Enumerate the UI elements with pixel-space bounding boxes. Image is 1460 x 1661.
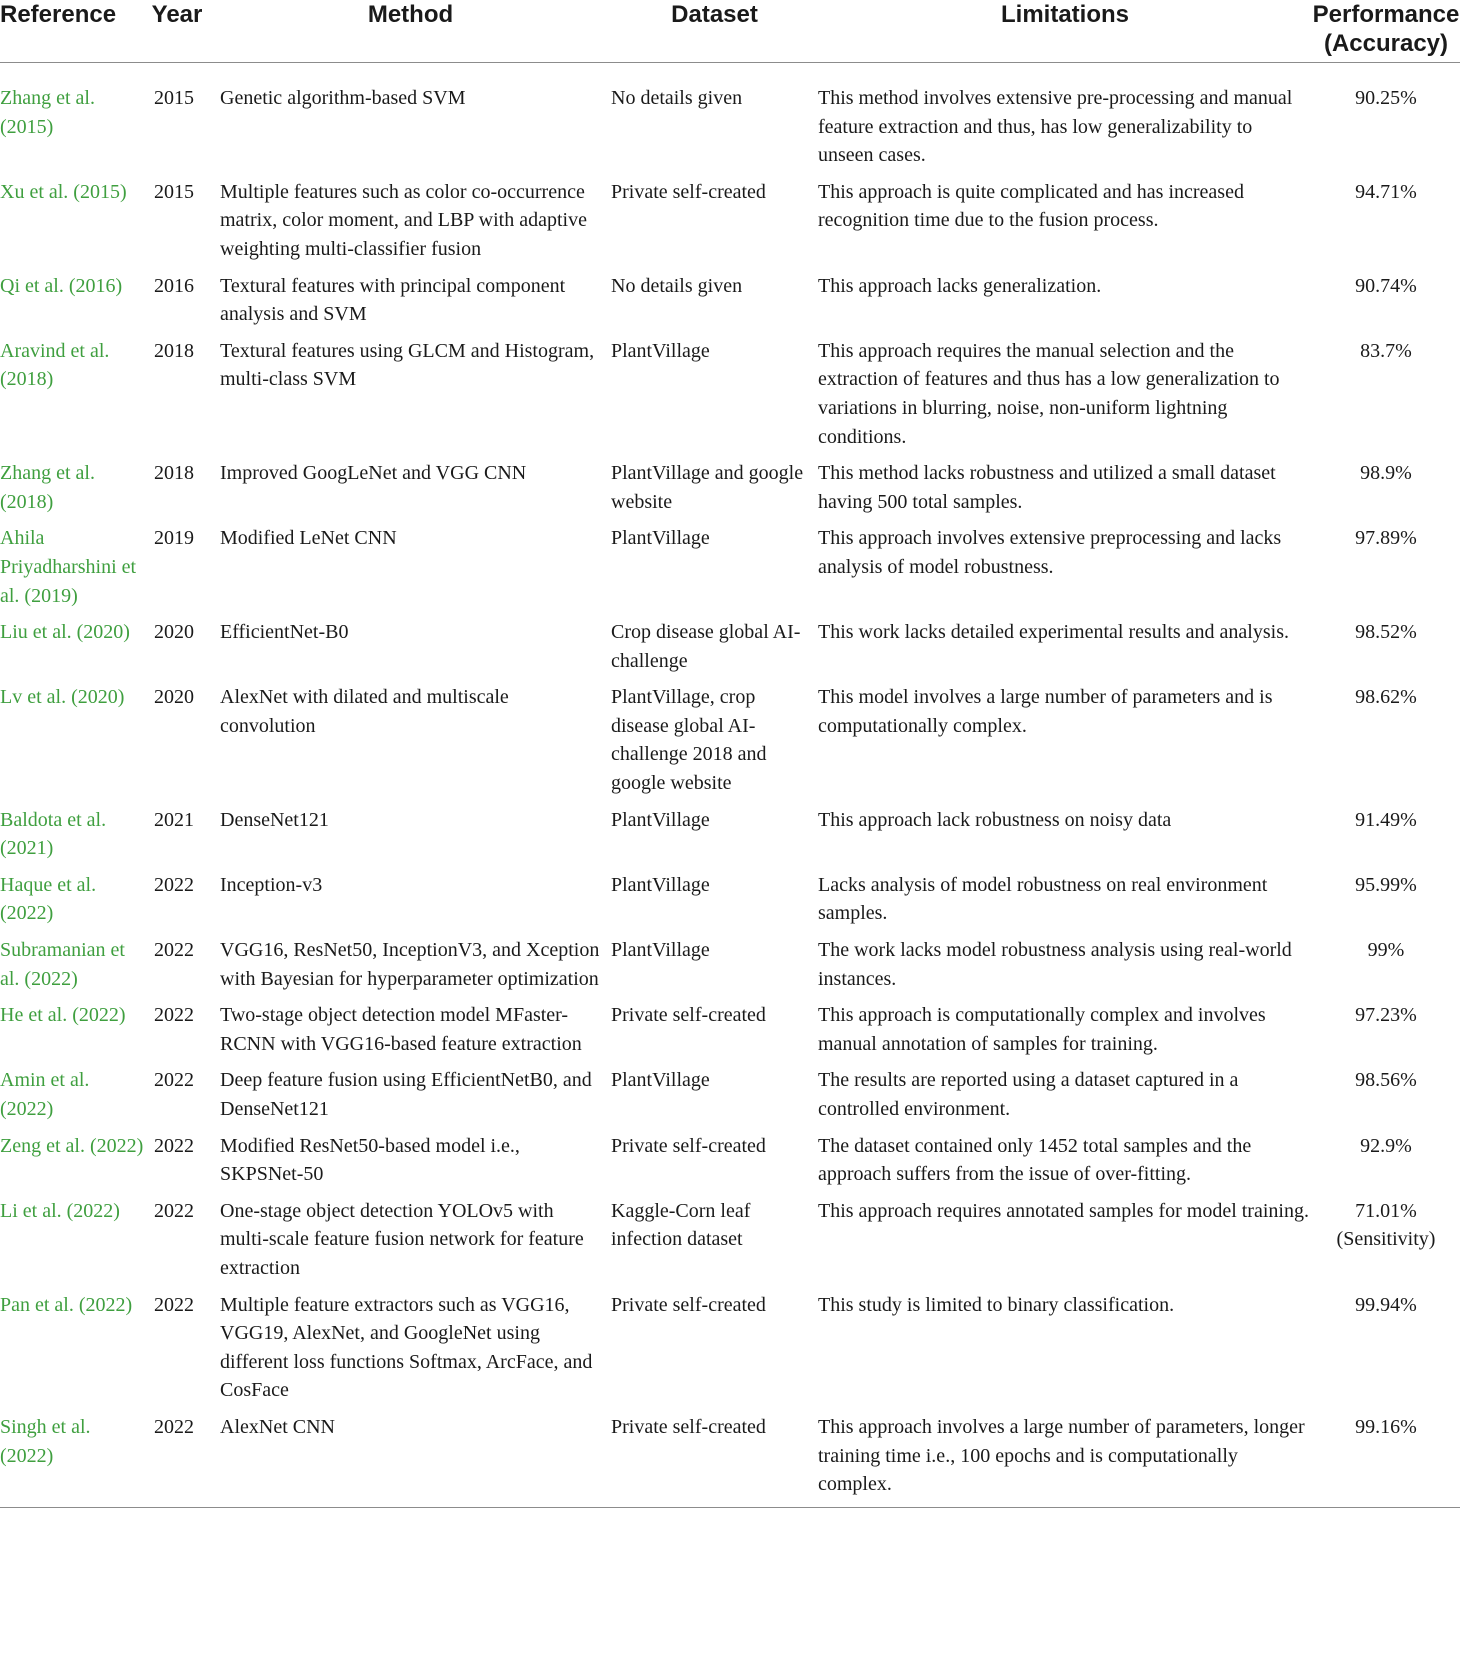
dataset-cell: PlantVillage (611, 527, 710, 550)
year-cell: 2016 (154, 274, 194, 297)
performance-cell: 98.62% (1355, 686, 1417, 709)
performance-cell: 90.25% (1355, 87, 1417, 109)
limitations-cell: The work lacks model robustness analysis using real-world instances. (818, 939, 1292, 990)
dataset-cell: Kaggle-Corn leaf infection dataset (611, 1199, 751, 1251)
dataset-cell: PlantVillage and google website (611, 462, 804, 513)
limitations-cell: This approach lacks generalization. (818, 274, 1102, 297)
method-cell: Modified LeNet CNN (220, 527, 397, 550)
method-cell: Improved GoogLeNet and VGG CNN (220, 462, 527, 485)
performance-cell: 99% (1367, 939, 1405, 962)
performance-cell: 99.16% (1355, 1415, 1417, 1438)
year-cell: 2022 (154, 1199, 194, 1222)
performance-cell: 98.56% (1355, 1069, 1417, 1092)
dataset-cell: Private self-created (611, 180, 766, 203)
table-row (0, 63, 1460, 178)
reference-cell[interactable]: Aravind et al. (2018) (0, 339, 110, 391)
limitations-cell: Lacks analysis of model robustness on real environment samples. (818, 873, 1268, 925)
reference-cell[interactable]: Xu et al. (2015) (0, 180, 127, 203)
year-cell: 2018 (154, 462, 194, 485)
year-cell: 2020 (154, 621, 194, 644)
year-cell: 2021 (154, 808, 194, 831)
header-limitations: Limitations (1000, 1, 1129, 28)
reference-cell[interactable]: Li et al. (2022) (0, 1199, 120, 1222)
limitations-cell: The dataset contained only 1452 total samples and the approach suffers from the issue of over-fitting. (818, 1134, 1252, 1186)
method-cell: DenseNet121 (220, 808, 329, 831)
year-cell: 2020 (154, 686, 194, 709)
reference-cell[interactable]: Subramanian et al. (2022) (0, 939, 125, 990)
reference-cell[interactable]: Zeng et al. (2022) (0, 1134, 144, 1157)
table-row (0, 1413, 1460, 1507)
header-row (0, 0, 1460, 63)
method-cell: Inception-v3 (220, 873, 323, 896)
table-header (0, 0, 1460, 63)
year-cell: 2015 (154, 180, 194, 203)
table-row (0, 459, 1460, 524)
limitations-cell: This approach involves extensive preprocessing and lacks analysis of model robustness. (818, 527, 1282, 578)
reference-cell[interactable]: Baldota et al. (2021) (0, 808, 107, 860)
header-performance (1312, 0, 1460, 63)
method-cell: Two-stage object detection model MFaster-RCNN with VGG16-based feature extraction (220, 1004, 582, 1055)
table-row (0, 1066, 1460, 1131)
header-performance-line1: Performance (1312, 1, 1460, 28)
year-cell: 2022 (154, 1134, 194, 1157)
table-row (0, 178, 1460, 272)
reference-cell[interactable]: Haque et al. (2022) (0, 873, 97, 925)
limitations-cell: This method lacks robustness and utilized a small dataset having 500 total samples. (818, 462, 1276, 513)
table-row (0, 1132, 1460, 1197)
method-cell: AlexNet with dilated and multiscale convolution (220, 686, 509, 737)
dataset-cell: PlantVillage (611, 339, 710, 362)
performance-cell: 92.9% (1360, 1134, 1412, 1157)
table-row (0, 524, 1460, 618)
dataset-cell: Private self-created (611, 1415, 766, 1438)
table-row (0, 936, 1460, 1001)
performance-cell: 97.23% (1355, 1004, 1417, 1027)
dataset-cell: PlantVillage (611, 873, 710, 896)
limitations-cell: This method involves extensive pre-processing and manual feature extraction and thus, has low generalizability to unseen cases. (818, 87, 1293, 167)
method-cell: Textural features using GLCM and Histogram, multi-class SVM (220, 339, 595, 391)
method-cell: Genetic algorithm-based SVM (220, 87, 466, 109)
year-cell: 2022 (154, 939, 194, 962)
dataset-cell: No details given (611, 87, 743, 109)
table-row (0, 1001, 1460, 1066)
reference-cell[interactable]: Zhang et al. (2018) (0, 462, 95, 513)
year-cell: 2022 (154, 1069, 194, 1092)
table-row (0, 1197, 1460, 1291)
limitations-cell: This approach requires the manual selection and the extraction of features and thus has a low generalization to variations in blurring, noise, non-uniform lightning conditions. (818, 339, 1280, 448)
header-method: Method (367, 1, 454, 28)
table-row (0, 1291, 1460, 1413)
table-row (0, 337, 1460, 459)
dataset-cell: Private self-created (611, 1004, 766, 1027)
limitations-cell: This approach lack robustness on noisy data (818, 808, 1172, 831)
method-cell: Deep feature fusion using EfficientNetB0, and DenseNet121 (220, 1069, 592, 1120)
limitations-cell: The results are reported using a dataset captured in a controlled environment. (818, 1069, 1239, 1120)
dataset-cell: Private self-created (611, 1134, 766, 1157)
dataset-cell: No details given (611, 274, 743, 297)
method-cell: Textural features with principal component analysis and SVM (220, 274, 566, 326)
year-cell: 2022 (154, 1293, 194, 1316)
dataset-cell: PlantVillage (611, 808, 710, 831)
reference-cell[interactable]: He et al. (2022) (0, 1004, 126, 1027)
table-row (0, 683, 1460, 805)
reference-cell[interactable]: Singh et al. (2022) (0, 1415, 91, 1467)
method-cell: EfficientNet-B0 (220, 621, 349, 644)
reference-cell[interactable]: Liu et al. (2020) (0, 621, 130, 644)
limitations-cell: This approach involves a large number of parameters, longer training time i.e., 100 epochs and is computationally complex. (818, 1415, 1305, 1496)
dataset-cell: PlantVillage (611, 939, 710, 962)
performance-cell: 91.49% (1355, 808, 1417, 831)
header-year: Year (151, 1, 203, 28)
method-cell: One-stage object detection YOLOv5 with multi-scale feature fusion network for feature extraction (220, 1199, 584, 1279)
dataset-cell: Private self-created (611, 1293, 766, 1316)
dataset-cell: PlantVillage, crop disease global AI-challenge 2018 and google website (611, 686, 767, 795)
table-body (0, 63, 1460, 1508)
dataset-cell: Crop disease global AI-challenge (611, 621, 801, 672)
limitations-cell: This work lacks detailed experimental results and analysis. (818, 621, 1289, 644)
reference-cell[interactable]: Lv et al. (2020) (0, 686, 125, 709)
method-cell: VGG16, ResNet50, InceptionV3, and Xception with Bayesian for hyperparameter optimization (220, 939, 600, 990)
year-cell: 2022 (154, 1415, 194, 1438)
method-cell: AlexNet CNN (220, 1415, 335, 1438)
year-cell: 2019 (154, 527, 194, 550)
limitations-cell: This model involves a large number of parameters and is computationally complex. (818, 686, 1273, 737)
reference-cell[interactable]: Zhang et al. (2015) (0, 87, 95, 138)
year-cell: 2018 (154, 339, 194, 362)
year-cell: 2015 (154, 87, 194, 109)
dataset-cell: PlantVillage (611, 1069, 710, 1092)
header-dataset: Dataset (671, 1, 758, 28)
performance-cell: 98.9% (1360, 462, 1412, 485)
performance-cell: 83.7% (1360, 339, 1412, 362)
method-cell: Multiple feature extractors such as VGG16, VGG19, AlexNet, and GoogleNet using different loss functions Softmax, ArcFace, and CosFace (220, 1293, 593, 1402)
performance-cell: 98.52% (1355, 621, 1417, 644)
performance-cell: 97.89% (1355, 527, 1417, 550)
reference-cell[interactable]: Ahila Priyadharshini et al. (2019) (0, 527, 137, 607)
performance-cell: 94.71% (1355, 180, 1417, 203)
year-cell: 2022 (154, 873, 194, 896)
table-row (0, 871, 1460, 936)
table-row (0, 618, 1460, 683)
reference-cell[interactable]: Pan et al. (2022) (0, 1293, 133, 1316)
table-row (0, 806, 1460, 871)
method-cell: Multiple features such as color co-occurrence matrix, color moment, and LBP with adaptive weighting multi-classifier fusion (220, 180, 587, 260)
method-cell: Modified ResNet50-based model i.e., SKPSNet-50 (220, 1134, 520, 1186)
limitations-cell: This study is limited to binary classification. (818, 1293, 1175, 1316)
performance-cell: 95.99% (1355, 873, 1417, 896)
header-performance-line2: (Accuracy) (1323, 30, 1449, 57)
year-cell: 2022 (154, 1004, 194, 1027)
limitations-cell: This approach requires annotated samples for model training. (818, 1199, 1309, 1222)
table-row (0, 272, 1460, 337)
limitations-cell: This approach is quite complicated and has increased recognition time due to the fusion process. (818, 180, 1244, 232)
performance-cell: 71.01% (Sensitivity) (1336, 1199, 1436, 1251)
limitations-cell: This approach is computationally complex and involves manual annotation of samples for training. (818, 1004, 1266, 1055)
reference-cell[interactable]: Amin et al. (2022) (0, 1069, 90, 1120)
reference-cell[interactable]: Qi et al. (2016) (0, 274, 123, 297)
performance-cell: 90.74% (1355, 274, 1417, 297)
header-reference: Reference (0, 1, 117, 28)
performance-cell: 99.94% (1355, 1293, 1417, 1316)
